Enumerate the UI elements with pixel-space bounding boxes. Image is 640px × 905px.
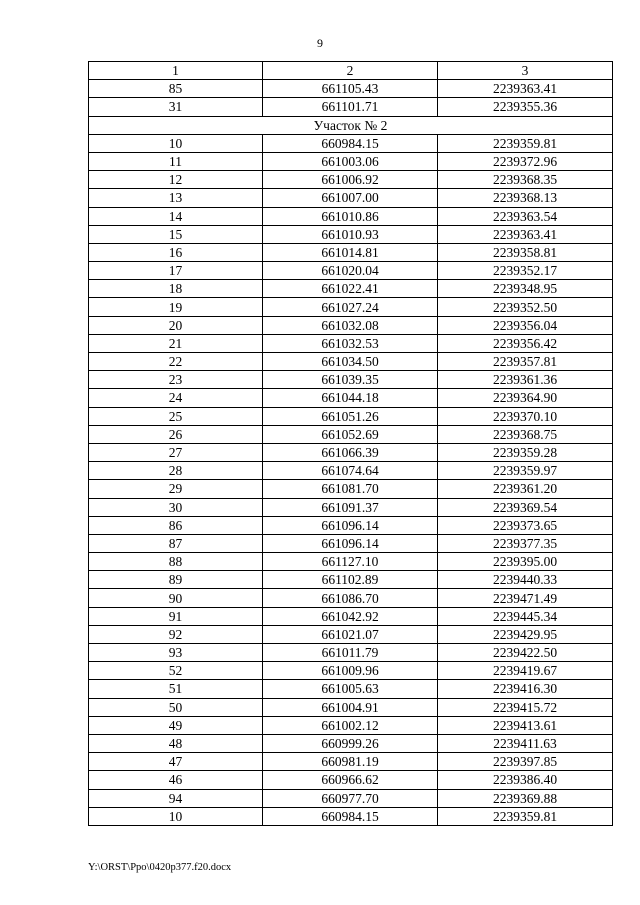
y-coordinate-cell: 2239395.00 [438, 553, 613, 571]
section-title: Участок № 2 [89, 116, 613, 134]
point-number-cell: 86 [89, 516, 263, 534]
table-row [89, 480, 613, 498]
table-row [89, 98, 613, 116]
point-number-cell: 15 [89, 225, 263, 243]
y-coordinate-cell: 2239377.35 [438, 534, 613, 552]
table-row [89, 425, 613, 443]
y-coordinate-cell: 2239416.30 [438, 680, 613, 698]
x-coordinate-cell: 661081.70 [263, 480, 438, 498]
header-cell: 2 [263, 62, 438, 80]
table-row [89, 753, 613, 771]
point-number-cell: 52 [89, 662, 263, 680]
x-coordinate-cell: 661010.93 [263, 225, 438, 243]
point-number-cell: 17 [89, 262, 263, 280]
point-number-cell: 90 [89, 589, 263, 607]
point-number-cell: 48 [89, 734, 263, 752]
y-coordinate-cell: 2239352.50 [438, 298, 613, 316]
point-number-cell: 16 [89, 243, 263, 261]
x-coordinate-cell: 661096.14 [263, 534, 438, 552]
x-coordinate-cell: 661101.71 [263, 98, 438, 116]
x-coordinate-cell: 661102.89 [263, 571, 438, 589]
y-coordinate-cell: 2239363.54 [438, 207, 613, 225]
x-coordinate-cell: 661007.00 [263, 189, 438, 207]
x-coordinate-cell: 661066.39 [263, 443, 438, 461]
table-row [89, 353, 613, 371]
table-row [89, 662, 613, 680]
table-row [89, 443, 613, 461]
x-coordinate-cell: 661051.26 [263, 407, 438, 425]
table-row [89, 298, 613, 316]
y-coordinate-cell: 2239419.67 [438, 662, 613, 680]
y-coordinate-cell: 2239445.34 [438, 607, 613, 625]
point-number-cell: 50 [89, 698, 263, 716]
point-number-cell: 21 [89, 334, 263, 352]
y-coordinate-cell: 2239370.10 [438, 407, 613, 425]
x-coordinate-cell: 661091.37 [263, 498, 438, 516]
point-number-cell: 13 [89, 189, 263, 207]
table-row [89, 134, 613, 152]
coordinates-table [88, 61, 613, 826]
table-body [89, 62, 613, 826]
y-coordinate-cell: 2239413.61 [438, 716, 613, 734]
table-row [89, 262, 613, 280]
point-number-cell: 19 [89, 298, 263, 316]
x-coordinate-cell: 661009.96 [263, 662, 438, 680]
table-row [89, 698, 613, 716]
point-number-cell: 87 [89, 534, 263, 552]
x-coordinate-cell: 661042.92 [263, 607, 438, 625]
table-row [89, 716, 613, 734]
point-number-cell: 51 [89, 680, 263, 698]
y-coordinate-cell: 2239352.17 [438, 262, 613, 280]
x-coordinate-cell: 661021.07 [263, 625, 438, 643]
table-row [89, 607, 613, 625]
table-row [89, 371, 613, 389]
table-row [89, 789, 613, 807]
point-number-cell: 93 [89, 644, 263, 662]
table-row [89, 571, 613, 589]
point-number-cell: 12 [89, 171, 263, 189]
point-number-cell: 24 [89, 389, 263, 407]
x-coordinate-cell: 661022.41 [263, 280, 438, 298]
x-coordinate-cell: 660981.19 [263, 753, 438, 771]
point-number-cell: 30 [89, 498, 263, 516]
table-row [89, 771, 613, 789]
table-row [89, 589, 613, 607]
table-row [89, 644, 613, 662]
y-coordinate-cell: 2239356.04 [438, 316, 613, 334]
x-coordinate-cell: 661011.79 [263, 644, 438, 662]
y-coordinate-cell: 2239359.28 [438, 443, 613, 461]
table-row [89, 516, 613, 534]
y-coordinate-cell: 2239363.41 [438, 225, 613, 243]
table-row [89, 625, 613, 643]
x-coordinate-cell: 661003.06 [263, 152, 438, 170]
x-coordinate-cell: 661127.10 [263, 553, 438, 571]
point-number-cell: 26 [89, 425, 263, 443]
x-coordinate-cell: 660984.15 [263, 134, 438, 152]
table-row [89, 462, 613, 480]
table-row [89, 225, 613, 243]
y-coordinate-cell: 2239361.36 [438, 371, 613, 389]
y-coordinate-cell: 2239422.50 [438, 644, 613, 662]
y-coordinate-cell: 2239369.54 [438, 498, 613, 516]
table-row [89, 171, 613, 189]
y-coordinate-cell: 2239363.41 [438, 80, 613, 98]
x-coordinate-cell: 661006.92 [263, 171, 438, 189]
x-coordinate-cell: 661074.64 [263, 462, 438, 480]
x-coordinate-cell: 660999.26 [263, 734, 438, 752]
point-number-cell: 11 [89, 152, 263, 170]
table-row [89, 553, 613, 571]
y-coordinate-cell: 2239440.33 [438, 571, 613, 589]
x-coordinate-cell: 661014.81 [263, 243, 438, 261]
table-row [89, 189, 613, 207]
x-coordinate-cell: 661044.18 [263, 389, 438, 407]
point-number-cell: 27 [89, 443, 263, 461]
point-number-cell: 49 [89, 716, 263, 734]
y-coordinate-cell: 2239348.95 [438, 280, 613, 298]
y-coordinate-cell: 2239373.65 [438, 516, 613, 534]
point-number-cell: 18 [89, 280, 263, 298]
y-coordinate-cell: 2239359.81 [438, 134, 613, 152]
table-row [89, 407, 613, 425]
point-number-cell: 91 [89, 607, 263, 625]
table-row [89, 498, 613, 516]
y-coordinate-cell: 2239397.85 [438, 753, 613, 771]
y-coordinate-cell: 2239364.90 [438, 389, 613, 407]
x-coordinate-cell: 661105.43 [263, 80, 438, 98]
x-coordinate-cell: 661032.53 [263, 334, 438, 352]
y-coordinate-cell: 2239355.36 [438, 98, 613, 116]
x-coordinate-cell: 661010.86 [263, 207, 438, 225]
y-coordinate-cell: 2239356.42 [438, 334, 613, 352]
table-row [89, 243, 613, 261]
table-row [89, 334, 613, 352]
y-coordinate-cell: 2239357.81 [438, 353, 613, 371]
table-row [89, 207, 613, 225]
table-row [89, 807, 613, 825]
point-number-cell: 94 [89, 789, 263, 807]
point-number-cell: 85 [89, 80, 263, 98]
x-coordinate-cell: 660977.70 [263, 789, 438, 807]
point-number-cell: 46 [89, 771, 263, 789]
point-number-cell: 47 [89, 753, 263, 771]
point-number-cell: 20 [89, 316, 263, 334]
page-number: 9 [317, 36, 323, 50]
x-coordinate-cell: 661052.69 [263, 425, 438, 443]
table-row [89, 152, 613, 170]
y-coordinate-cell: 2239368.13 [438, 189, 613, 207]
y-coordinate-cell: 2239368.35 [438, 171, 613, 189]
y-coordinate-cell: 2239368.75 [438, 425, 613, 443]
table-row [89, 316, 613, 334]
x-coordinate-cell: 661020.04 [263, 262, 438, 280]
y-coordinate-cell: 2239372.96 [438, 152, 613, 170]
point-number-cell: 14 [89, 207, 263, 225]
x-coordinate-cell: 661086.70 [263, 589, 438, 607]
y-coordinate-cell: 2239369.88 [438, 789, 613, 807]
x-coordinate-cell: 661004.91 [263, 698, 438, 716]
header-cell: 3 [438, 62, 613, 80]
y-coordinate-cell: 2239386.40 [438, 771, 613, 789]
table-row [89, 534, 613, 552]
header-cell: 1 [89, 62, 263, 80]
x-coordinate-cell: 661002.12 [263, 716, 438, 734]
y-coordinate-cell: 2239411.63 [438, 734, 613, 752]
x-coordinate-cell: 661039.35 [263, 371, 438, 389]
point-number-cell: 10 [89, 134, 263, 152]
table-row [89, 80, 613, 98]
footer-file-path: Y:\ORST\Ppo\0420p377.f20.docx [88, 862, 232, 873]
y-coordinate-cell: 2239471.49 [438, 589, 613, 607]
header-row [89, 62, 613, 80]
point-number-cell: 28 [89, 462, 263, 480]
point-number-cell: 89 [89, 571, 263, 589]
x-coordinate-cell: 661096.14 [263, 516, 438, 534]
y-coordinate-cell: 2239359.97 [438, 462, 613, 480]
table-row [89, 734, 613, 752]
point-number-cell: 10 [89, 807, 263, 825]
x-coordinate-cell: 661032.08 [263, 316, 438, 334]
point-number-cell: 92 [89, 625, 263, 643]
point-number-cell: 29 [89, 480, 263, 498]
point-number-cell: 88 [89, 553, 263, 571]
y-coordinate-cell: 2239361.20 [438, 480, 613, 498]
table-row [89, 389, 613, 407]
point-number-cell: 22 [89, 353, 263, 371]
x-coordinate-cell: 660966.62 [263, 771, 438, 789]
y-coordinate-cell: 2239358.81 [438, 243, 613, 261]
y-coordinate-cell: 2239415.72 [438, 698, 613, 716]
table-row [89, 280, 613, 298]
x-coordinate-cell: 661027.24 [263, 298, 438, 316]
y-coordinate-cell: 2239429.95 [438, 625, 613, 643]
point-number-cell: 25 [89, 407, 263, 425]
x-coordinate-cell: 661034.50 [263, 353, 438, 371]
table-row [89, 680, 613, 698]
x-coordinate-cell: 661005.63 [263, 680, 438, 698]
y-coordinate-cell: 2239359.81 [438, 807, 613, 825]
x-coordinate-cell: 660984.15 [263, 807, 438, 825]
point-number-cell: 31 [89, 98, 263, 116]
point-number-cell: 23 [89, 371, 263, 389]
section-title-row [89, 116, 613, 134]
